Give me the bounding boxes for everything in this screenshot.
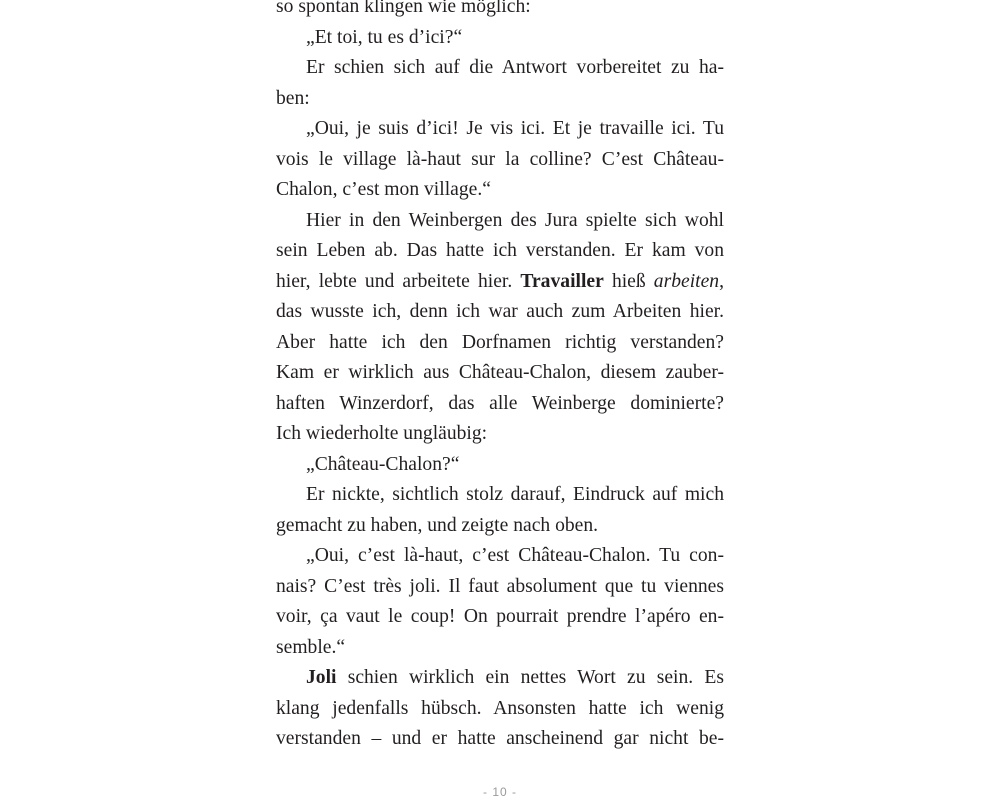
text-run: hier, lebte und arbeitete hier. <box>276 270 513 292</box>
text-line: nais? C’est très joli. Il faut absolument que tu viennes <box>276 575 724 597</box>
text-line: semble.“ <box>276 636 346 658</box>
text-line-mixed <box>276 267 724 298</box>
text-line: Ich wiederholte ungläubig: <box>276 423 488 444</box>
text-line: „Oui, c’est là-haut, c’est Château-Chalon. Tu con- <box>306 545 724 566</box>
body-text <box>276 0 724 755</box>
text-line: Chalon, c’est mon village.“ <box>276 179 491 200</box>
italic-word: arbeiten <box>653 270 720 292</box>
text-line: „Oui, je suis d’ici! Je vis ici. Et je travaille ici. Tu <box>306 118 724 139</box>
text-line: haften Winzerdorf, das alle Weinberge dominierte? <box>276 392 724 414</box>
text-line: gemacht zu haben, und zeigte nach oben. <box>276 514 599 536</box>
page-number: - 10 - <box>482 785 517 799</box>
bold-word: Travailler <box>520 270 604 292</box>
text-line: Hier in den Weinbergen des Jura spielte sich wohl <box>306 209 724 231</box>
bold-word: Joli <box>306 667 337 688</box>
text-line: sein Leben ab. Das hatte ich verstanden. Er kam von <box>276 240 724 261</box>
text-line: klang jedenfalls hübsch. Ansonsten hatte ich wenig <box>276 697 724 719</box>
text-line: Er nickte, sichtlich stolz darauf, Eindruck auf mich <box>306 484 724 505</box>
text-line: Kam er wirklich aus Château-Chalon, diesem zauber- <box>276 362 724 383</box>
text-line-mixed <box>276 663 724 694</box>
text-line: vois le village là-haut sur la colline? C’est Château- <box>276 148 724 170</box>
text-line: so spontan klingen wie möglich: <box>276 0 531 17</box>
text-line: das wusste ich, denn ich war auch zum Arbeiten hier. <box>276 301 724 322</box>
text-line: Er schien sich auf die Antwort vorbereitet zu ha- <box>306 57 724 78</box>
text-line: verstanden – und er hatte anscheinend gar nicht be- <box>276 728 724 749</box>
text-run: , <box>719 270 724 292</box>
text-run: schien wirklich ein nettes Wort zu sein. Es <box>347 667 724 688</box>
text-line: voir, ça vaut le coup! On pourrait prendre l’apéro en- <box>276 606 724 627</box>
text-line: „Château-Chalon?“ <box>306 453 460 475</box>
text-run: hieß <box>611 270 646 292</box>
text-line: „Et toi, tu es d’ici?“ <box>306 26 463 48</box>
text-line: ben: <box>276 87 310 109</box>
text-line: Aber hatte ich den Dorfnamen richtig verstanden? <box>276 331 724 353</box>
